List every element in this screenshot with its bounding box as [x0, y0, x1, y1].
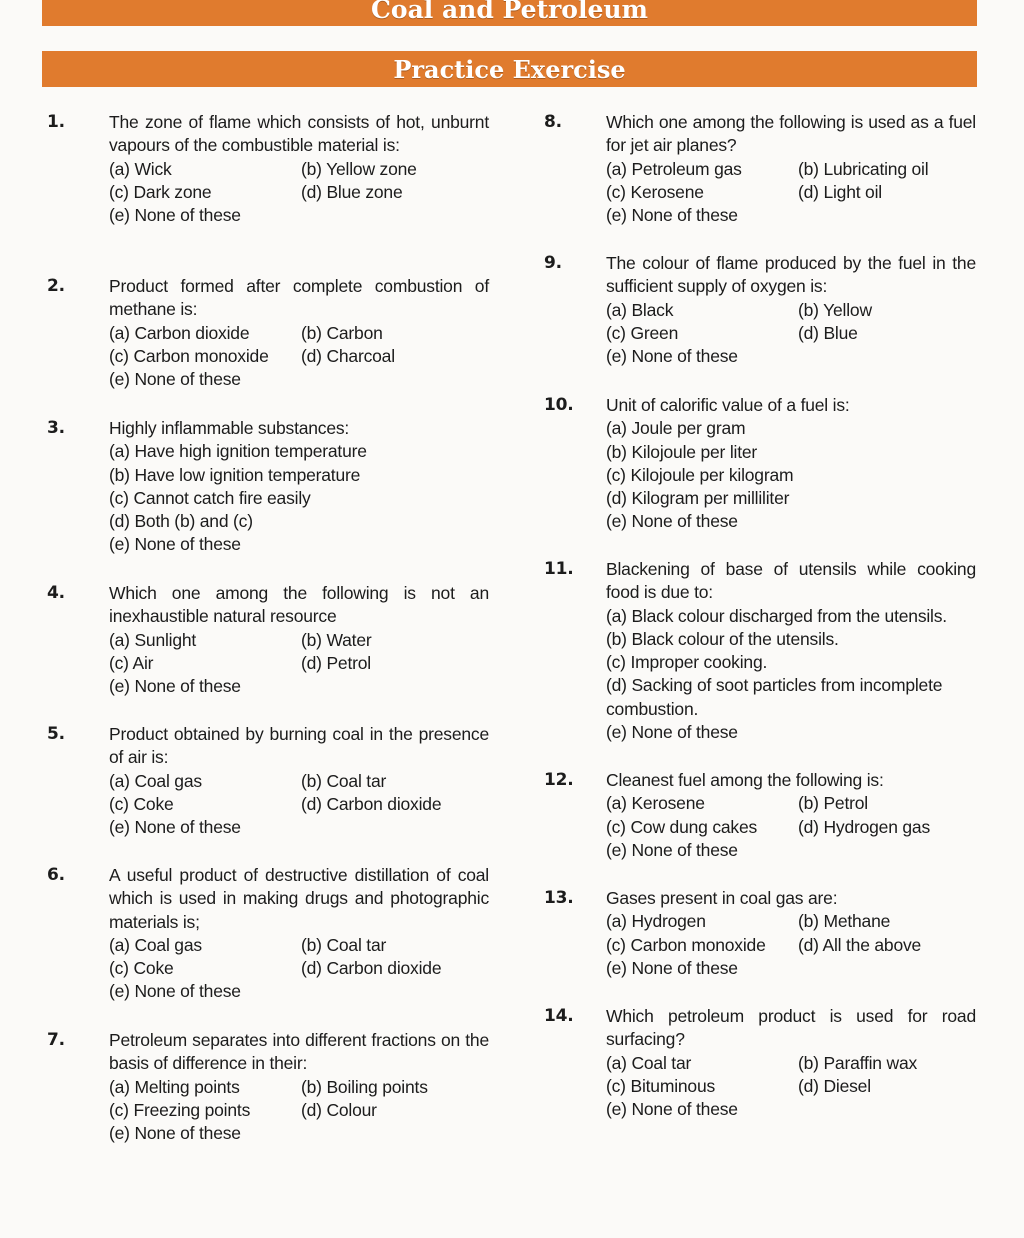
question-9: [544, 252, 976, 368]
option-c: (c) Carbon monoxide: [109, 345, 269, 366]
chapter-title-banner: [42, 0, 977, 26]
option-a: (a) Joule per gram: [606, 418, 746, 439]
option-c: (c) Coke: [109, 793, 174, 814]
option-b: (b) Methane: [798, 911, 891, 932]
question-number: 6.: [47, 865, 65, 885]
option-b: (b) Black colour of the utensils.: [606, 628, 839, 649]
question-stem: Which one among the following is used as a fuel for jet air planes?: [606, 112, 976, 156]
option-a: (a) Black colour discharged from the utensils.: [606, 605, 947, 626]
option-e: (e) None of these: [606, 1099, 738, 1120]
question-number: 12.: [544, 770, 574, 790]
question-10: [544, 394, 976, 534]
question-number: 8.: [544, 112, 562, 132]
option-e: (e) None of these: [109, 205, 241, 226]
question-number: 14.: [544, 1006, 574, 1026]
question-7: [47, 1029, 489, 1145]
question-stem: Unit of calorific value of a fuel is:: [606, 395, 850, 415]
question-number: 11.: [544, 559, 574, 579]
option-a: (a) Coal gas: [109, 770, 202, 791]
question-number: 7.: [47, 1030, 65, 1050]
option-d: (d) Colour: [301, 1099, 377, 1120]
question-1: [47, 111, 489, 227]
option-a: (a) Kerosene: [606, 793, 705, 814]
option-d: (d) Charcoal: [301, 345, 395, 366]
question-12: [544, 769, 976, 862]
option-e: (e) None of these: [606, 346, 738, 367]
option-c: (c) Kerosene: [606, 181, 704, 202]
option-d: (d) Petrol: [301, 652, 371, 673]
option-d: (d) Carbon dioxide: [301, 793, 442, 814]
option-b: (b) Yellow zone: [301, 158, 417, 179]
option-c: (c) Bituminous: [606, 1075, 716, 1096]
option-d: (d) Hydrogen gas: [798, 816, 931, 837]
option-e: (e) None of these: [606, 722, 738, 743]
question-stem: The zone of flame which consists of hot, unburnt vapours of the combustible material is:: [109, 112, 489, 156]
option-c: (c) Cow dung cakes: [606, 816, 758, 837]
option-d: (d) Blue zone: [301, 181, 403, 202]
option-c: (c) Carbon monoxide: [606, 934, 766, 955]
question-number: 1.: [47, 112, 65, 132]
option-c: (c) Cannot catch fire easily: [109, 487, 311, 508]
section-title-banner: [42, 51, 977, 87]
option-b: (b) Coal tar: [301, 934, 387, 955]
option-b: (b) Boiling points: [301, 1076, 428, 1097]
option-e: (e) None of these: [109, 534, 241, 555]
option-a: (a) Petroleum gas: [606, 158, 742, 179]
option-e: (e) None of these: [109, 676, 241, 697]
question-11: [544, 558, 976, 744]
question-number: 3.: [47, 418, 65, 438]
question-number: 2.: [47, 276, 65, 296]
option-d: (d) Light oil: [798, 181, 882, 202]
option-d: (d) Carbon dioxide: [301, 958, 442, 979]
option-a: (a) Sunlight: [109, 629, 197, 650]
question-14: [544, 1005, 976, 1121]
option-d: (d) Both (b) and (c): [109, 511, 253, 532]
option-b: (b) Petrol: [798, 793, 868, 814]
option-e: (e) None of these: [109, 817, 241, 838]
question-stem: Product obtained by burning coal in the presence of air is:: [109, 724, 489, 768]
option-b: (b) Lubricating oil: [798, 158, 929, 179]
option-b: (b) Coal tar: [301, 770, 387, 791]
question-stem: Highly inflammable substances:: [109, 418, 350, 438]
question-6: [47, 864, 489, 1004]
question-number: 13.: [544, 888, 574, 908]
option-b: (b) Kilojoule per liter: [606, 441, 758, 462]
option-e: (e) None of these: [109, 369, 241, 390]
question-number: 4.: [47, 583, 65, 603]
option-c: (c) Improper cooking.: [606, 652, 768, 673]
option-e: (e) None of these: [109, 981, 241, 1002]
chapter-title: Coal and Petroleum: [371, 0, 648, 24]
question-stem: Cleanest fuel among the following is:: [606, 770, 884, 790]
option-a: (a) Carbon dioxide: [109, 322, 250, 343]
question-number: 9.: [544, 253, 562, 273]
option-a: (a) Have high ignition temperature: [109, 441, 367, 462]
section-title: Practice Exercise: [393, 55, 626, 84]
question-stem: The colour of flame produced by the fuel in the sufficient supply of oxygen is:: [606, 253, 976, 297]
option-e: (e) None of these: [606, 205, 738, 226]
option-b: (b) Water: [301, 629, 372, 650]
option-c: (c) Green: [606, 322, 679, 343]
question-stem: A useful product of destructive distillation of coal which is used in making drugs and photographic materials is;: [109, 865, 489, 932]
option-e: (e) None of these: [606, 511, 738, 532]
question-5: [47, 723, 489, 839]
question-4: [47, 582, 489, 698]
option-a: (a) Hydrogen: [606, 911, 706, 932]
question-stem: Blackening of base of utensils while cooking food is due to:: [606, 559, 976, 603]
option-c: (c) Coke: [109, 958, 174, 979]
option-c: (c) Kilojoule per kilogram: [606, 464, 794, 485]
option-d: (d) Diesel: [798, 1075, 871, 1096]
option-a: (a) Coal gas: [109, 934, 202, 955]
question-number: 5.: [47, 724, 65, 744]
question-stem: Which one among the following is not an inexhaustible natural resource: [109, 583, 489, 627]
option-d: (d) All the above: [798, 934, 922, 955]
question-number: 10.: [544, 395, 574, 415]
question-8: [544, 111, 976, 227]
option-c: (c) Freezing points: [109, 1099, 251, 1120]
question-2: [47, 275, 489, 391]
option-c: (c) Air: [109, 652, 154, 673]
question-3: [47, 417, 489, 557]
option-e: (e) None of these: [606, 839, 738, 860]
question-stem: Gases present in coal gas are:: [606, 888, 838, 908]
option-b: (b) Carbon: [301, 322, 383, 343]
option-a: (a) Black: [606, 299, 674, 320]
question-13: [544, 887, 976, 980]
option-d: (d) Kilogram per milliliter: [606, 488, 790, 509]
option-a: (a) Coal tar: [606, 1052, 692, 1073]
question-stem: Product formed after complete combustion of methane is:: [109, 276, 489, 320]
option-b: (b) Yellow: [798, 299, 872, 320]
question-stem: Which petroleum product is used for road surfacing?: [606, 1006, 976, 1050]
option-b: (b) Paraffin wax: [798, 1052, 918, 1073]
option-d: (d) Blue: [798, 322, 858, 343]
option-a: (a) Wick: [109, 158, 172, 179]
option-e: (e) None of these: [606, 957, 738, 978]
option-e: (e) None of these: [109, 1123, 241, 1144]
option-c: (c) Dark zone: [109, 181, 212, 202]
option-d: (d) Sacking of soot particles from incomplete combustion.: [606, 675, 943, 719]
question-stem: Petroleum separates into different fractions on the basis of difference in their:: [109, 1030, 489, 1074]
option-a: (a) Melting points: [109, 1076, 240, 1097]
option-b: (b) Have low ignition temperature: [109, 464, 361, 485]
